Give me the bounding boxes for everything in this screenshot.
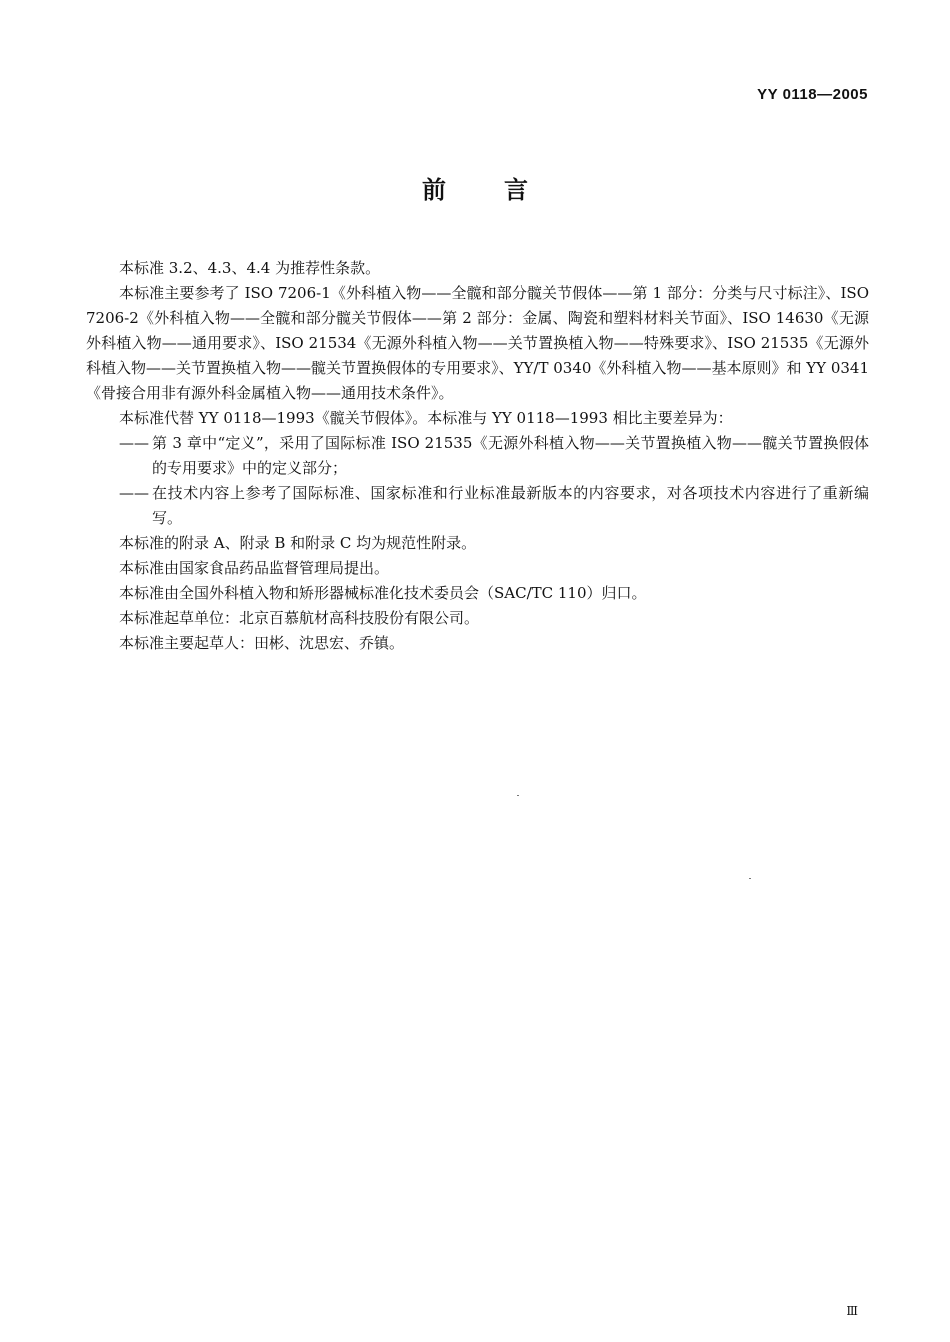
paragraph-annexes: 本标准的附录 A、附录 B 和附录 C 均为规范性附录。 [119,534,477,552]
list-item-text: 在技术内容上参考了国际标准、国家标准和行业标准最新版本的内容要求，对各项技术内容进行了重新编写。 [152,484,869,527]
list-item-technical [86,481,869,531]
scan-speck [517,795,519,796]
page-number: Ⅲ [846,1304,858,1318]
title-char-2: 言 [504,176,528,204]
standard-code: YY 0118—2005 [757,86,868,103]
scan-speck [749,878,751,879]
paragraph-proposed-by: 本标准由国家食品药品监督管理局提出。 [119,559,390,577]
paragraph-references: 本标准主要参考了 ISO 7206-1《外科植入物——全髋和部分髋关节假体——第 1 部分：分类与尺寸标注》、ISO 7206-2《外科植入物——全髋和部分髋关节假体——第 2 部分：金属、陶瓷和塑料材料关节面》、ISO 14630《无源外科植入物——通用要求》、ISO 21534《无源外科植入物——关节置换植入物——特殊要求》、ISO 21535《无源外科植入物——关节置换植入物——髋关节置换假体的专用要求》、YY/T 0340《外科植入物——基本原则》和 YY 0341《骨接合用非有源外科金属植入物——通用技术条件》。 [86,284,869,402]
dash-mark: —— [119,484,149,502]
page-title [0,170,950,205]
paragraph-drafters: 本标准主要起草人：田彬、沈思宏、乔镇。 [119,634,405,652]
list-item-text: 第 3 章中“定义”，采用了国际标准 ISO 21535《无源外科植入物——关节置换植入物——髋关节置换假体的专用要求》中的定义部分； [152,434,869,477]
paragraph-replacement: 本标准代替 YY 0118—1993《髋关节假体》。本标准与 YY 0118—1993 相比主要差异为： [119,409,733,427]
title-char-1: 前 [422,176,446,204]
paragraph-drafting-unit: 本标准起草单位：北京百慕航材高科技股份有限公司。 [119,609,480,627]
paragraph-centralized-by: 本标准由全国外科植入物和矫形器械标准化技术委员会（SAC/TC 110）归口。 [119,584,647,602]
paragraph-recommended-clauses: 本标准 3.2、4.3、4.4 为推荐性条款。 [119,259,381,277]
list-item-definitions [86,431,869,481]
foreword-body [86,256,869,656]
dash-mark: —— [119,434,149,452]
